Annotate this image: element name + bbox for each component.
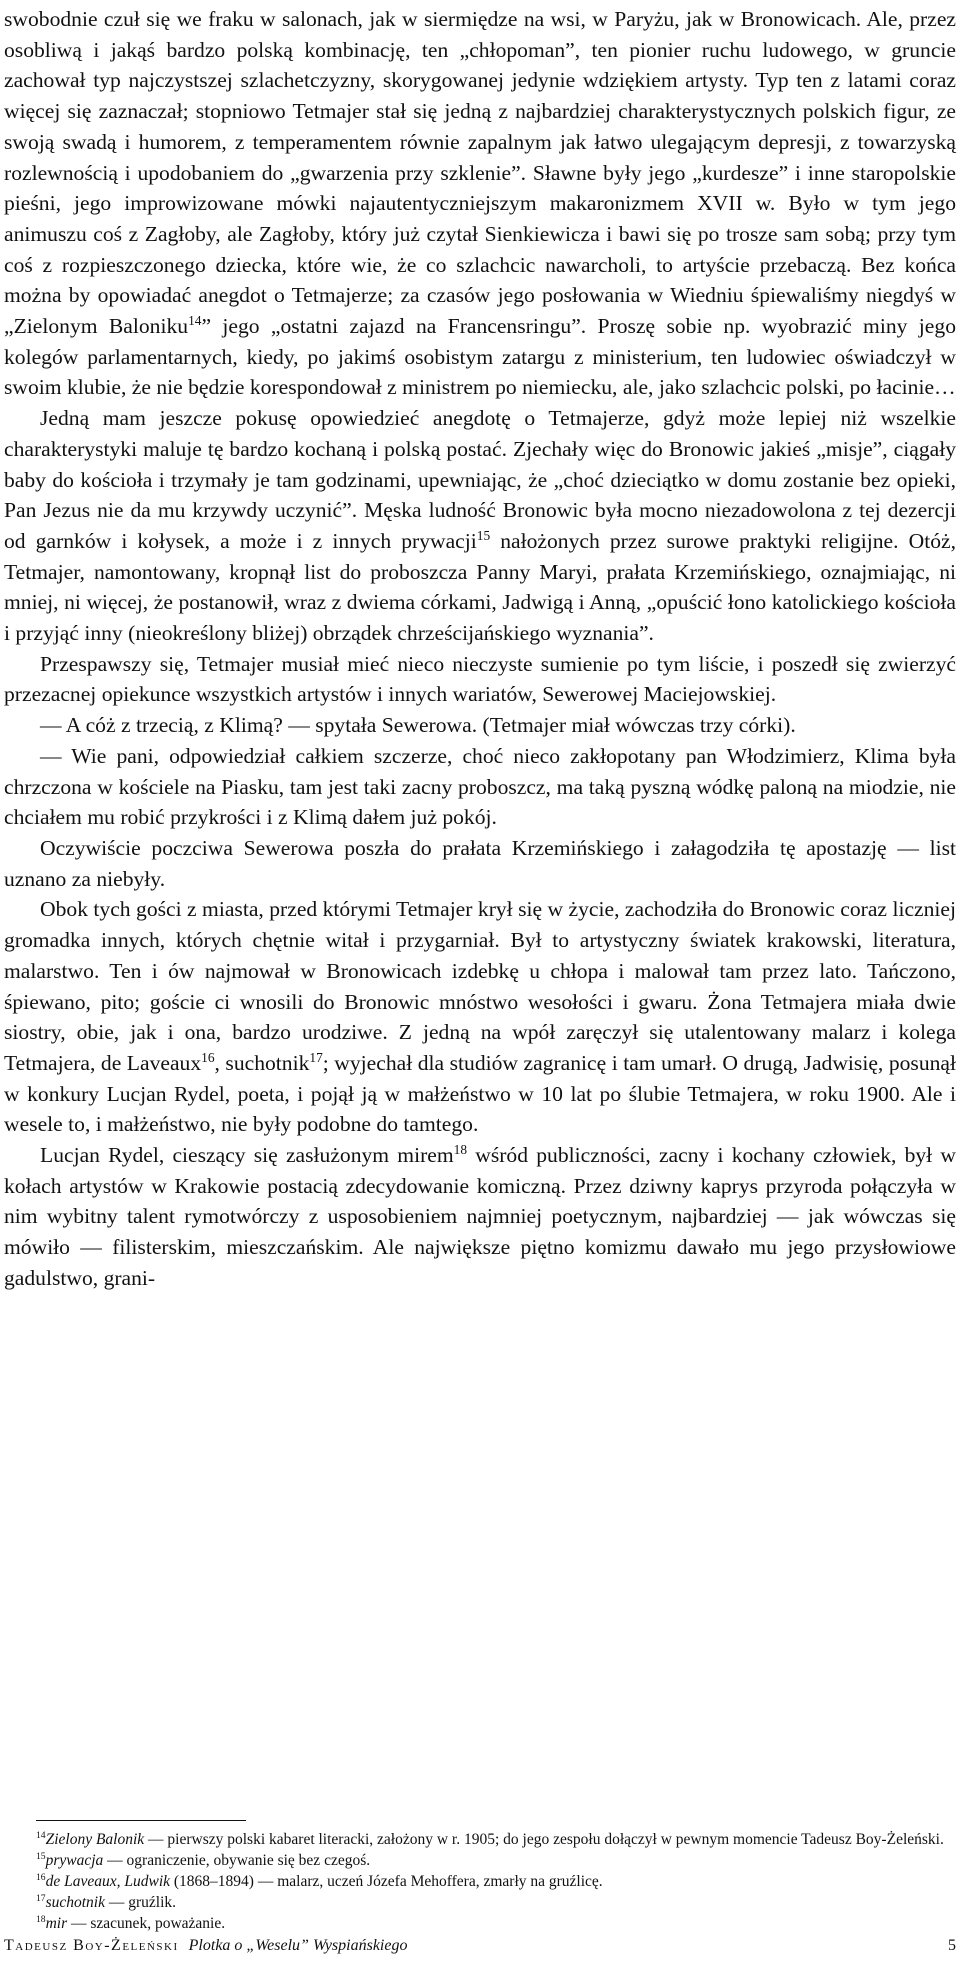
footnote-ref-17[interactable]: 17 <box>309 1049 323 1065</box>
paragraph-4: — A cóż z trzecią, z Klimą? — spytała Sewerowa. (Tetmajer miał wówczas trzy córki). <box>40 713 796 738</box>
footnote-16: $^{16}$de Laveaux, Ludwik (1868–1894) — malarz, uczeń Józefa Mehoffera, zmarły na gruźlicę. <box>36 1871 603 1890</box>
paragraph-6: Oczywiście poczciwa Sewerowa poszła do prałata Krzemińskiego i załagodziła tę apostazję — list uznano za niebyły. <box>4 835 956 891</box>
footnote-list <box>4 1829 956 1934</box>
paragraph-3: Przespawszy się, Tetmajer musiał mieć nieco nieczyste sumienie po tym liście, i poszedł się zwierzyć przezacnej opiekunce wszystkich artystów i innych wariatów, Sewerowej Maciejowskiej. <box>4 651 956 707</box>
footnote-ref-18[interactable]: 18 <box>453 1141 468 1157</box>
footnote-divider <box>36 1820 246 1821</box>
footnote-17: $^{17}$suchotnik — gruźlik. <box>36 1892 177 1911</box>
paragraph-1: swobodnie czuł się we fraku w salonach, jak w siermiędze na wsi, w Paryżu, jak w Bronowicach. Ale, przez osobliwą i jakąś bardzo polską kombinację, ten „chłopoman”, ten pionier ruchu ludowego, w gruncie zachował typ najczystszej szlachetczyzny, skorygowanej jedynie wdziękiem artysty. Typ ten z latami coraz więcej się zaznaczał; stopniowo Tetmajer stał się jedną z najbardziej charakterystycznych polskich figur, ze swoją swadą i humorem, z temperamentem równie zapalnym jak łatwo ulegającym depresji, z towarzyską rozlewnością i upodobaniem do „gwarzenia przy szklenie”. Sławne były jego „kurdesze” i inne staropolskie pieśni, jego improwizowane mówki najautentyczniejszym makaronizmem XVII w. Było w tym jego animuszu coś z Zagłoby, ale Zagłoby, który już czytał Sienkiewicza i bawi się po trosze sam sobą; przy tym coś z rozpieszczonego dziecka, które wie, że co szlachcic nawarcholi, to artyście przebaczą. Bez końca można by opowiadać anegdot o Tetmajerze; za czasów jego posłowania w Wiedniu śpiewaliśmy niegdyś w „Zielonym Baloniku$^{14}$” jego „ostatni zajazd na Francensringu”. Proszę sobie np. wyobrazić miny jego kolegów parlamentarnych, kiedy, po jakimś osobistym zatargu z ministerium, ten ludowiec oświadczył w swoim klubie, że nie będzie korespondował z ministrem po niemiecku, ale, jako szlachcic polski, po łacinie… <box>4 7 956 400</box>
footnote-ref-15[interactable]: 15 <box>476 527 491 543</box>
footnote-15: $^{15}$prywacja — ograniczenie, obywanie się bez czegoś. <box>36 1850 371 1869</box>
page-number: 5 <box>948 1937 956 1954</box>
footer-left <box>4 1936 407 1956</box>
paragraph-5: — Wie pani, odpowiedział całkiem szczerze, choć nieco zakłopotany pan Włodzimierz, Klima była chrzczona w kościele na Piasku, tam jest taki zacny proboszcz, ma taką pyszną wódkę paloną na miodzie, nie chciałem mu robić przykrości i z Klimą dałem już pokój. <box>4 743 956 830</box>
paragraph-7: Obok tych gości z miasta, przed którymi Tetmajer krył się w życie, zachodziła do Bronowic coraz liczniej gromadka innych, których chętnie witał i przygarniał. Był to artystyczny światek krakowski, literatura, malarstwo. Ten i ów najmował w Bronowicach izdebkę u chłopa i malował tam przez lato. Tańczono, śpiewano, pito; goście ci wnosili do Bronowic mnóstwo wesołości i gwaru. Żona Tetmajera miała dwie siostry, obie, jak i ona, bardzo urodziwe. Z jedną na wpół zaręczył się utalentowany malarz i kolega Tetmajera, de Laveaux$^{16}$, suchotnik$^{17}$; wyjechał dla studiów zagranicę i tam umarł. O drugą, Jadwisię, posunął w konkury Lucjan Rydel, poeta, i pojął ją w małżeństwo w 10 lat po ślubie Tetmajera, w roku 1900. Ale i wesele to, i małżeństwo, nie były podobne do tamtego. <box>4 897 956 1137</box>
footnotes <box>4 1820 956 1934</box>
footer-author: Tadeusz Boy-Żeleński <box>4 1937 179 1954</box>
body-text <box>4 4 956 1294</box>
footer-title: Plotka o „Weselu” Wyspiańskiego <box>188 1937 408 1954</box>
footnote-18: $^{18}$mir — szacunek, poważanie. <box>36 1913 226 1932</box>
footnote-ref-14[interactable]: 14 <box>188 312 202 328</box>
footnote-14: $^{14}$Zielony Balonik — pierwszy polski kabaret literacki, założony w r. 1905; do jego zespołu dołączył w pewnym momencie Tadeusz Boy-Żeleński. <box>36 1829 944 1848</box>
paragraph-8: Lucjan Rydel, cieszący się zasłużonym mirem$^{18}$ wśród publiczności, zacny i kochany człowiek, był w kołach artystów w Krakowie postacią zdecydowanie komiczną. Przez dziwny kaprys przyroda połączyła w nim wybitny talent rymotwórczy z usposobieniem najmniej poetycznym, najbardziej — jak wówczas się mówiło — filisterskim, mieszczańskim. Ale największe piętno komizmu dawało mu jego przysłowiowe gadulstwo, grani- <box>4 1141 956 1290</box>
paragraph-2: Jedną mam jeszcze pokusę opowiedzieć anegdotę o Tetmajerze, gdyż może lepiej niż wszelkie charakterystyki maluje tę bardzo kochaną i polską postać. Zjechały więc do Bronowic jakieś „misje”, ciągały baby do kościoła i trzymały je tam godzinami, upewniając, że „choć dzieciątko w domu zostanie bez opieki, Pan Jezus nie da mu krzywdy uczynić”. Męska ludność Bronowic była mocno niezadowolona z tej dezercji od garnków i kołysek, a może i z innych prywacji$^{15}$ nałożonych przez surowe praktyki religijne. Otóż, Tetmajer, namontowany, kropnął list do proboszcza Panny Maryi, prałata Krzemińskiego, oznajmiając, ni mniej, ni więcej, że postanowił, wraz z dwiema córkami, Jadwigą i Anną, „opuścić łono katolickiego kościoła i przyjąć inny (nieokreślony bliżej) obrządek chrześcijańskiego wyznania”. <box>4 406 956 646</box>
footnote-ref-16[interactable]: 16 <box>201 1049 215 1065</box>
page-footer <box>4 1936 956 1956</box>
